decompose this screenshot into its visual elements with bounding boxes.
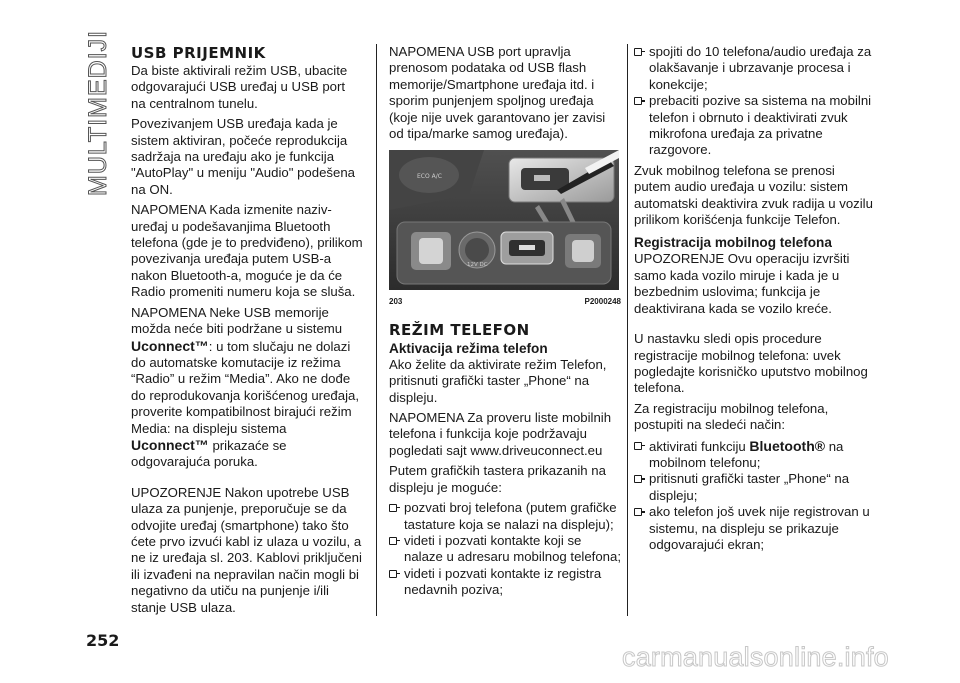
section-tab-label: MULTIMEDIJI <box>84 29 112 196</box>
paragraph: Zvuk mobilnog telefona se prenosi putem audio uređaja u vozilu: sistem automatski deaktivira zvuk radija u vozilu prilikom korišćenja funkcije Telefon. <box>634 162 873 228</box>
bullet-icon <box>634 475 642 483</box>
bullet-item: pritisnuti grafički taster „Phone“ na displeju; <box>634 471 874 504</box>
registration-subheading: Registracija mobilnog telefona <box>634 235 832 251</box>
figure-caption <box>389 294 621 310</box>
page-number: 252 <box>86 631 120 650</box>
column-divider <box>376 44 377 616</box>
phone-mode-heading: REŽIM TELEFON <box>389 320 530 339</box>
usb-port-figure <box>389 150 619 290</box>
bullet-item: ako telefon još uvek nije registrovan u sistemu, na displeju se prikazuje odgovarajući ekran; <box>634 504 874 553</box>
column-3 <box>634 44 874 553</box>
watermark: carmanualsonline.info <box>622 642 889 672</box>
paragraph: NAPOMENA USB port upravlja prenosom podataka od USB flash memorije/Smartphone uređaja itd. i sporim punjenjem spoljnog uređaja (koje nije uvek garantovano jer zavisi od tipa/marke samog uređaja). <box>389 44 606 142</box>
bullet-icon <box>389 537 397 545</box>
paragraph: Putem grafičkih tastera prikazanih na displeju je moguće: <box>389 463 606 495</box>
warning-paragraph: UPOZORENJE Nakon upotrebe USB ulaza za punjenje, preporučuje se da odvojite uređaj (smartphone) tako što ćete prvo izvući kabl iz ulaza u vozilu, a ne iz uređaja sl. 203. Kablovi priključeni ili izvađeni na nepravilan način mogli bi negativno da utiču na punjenje i/ili stanje USB ulaza. <box>131 484 362 615</box>
usb-heading: USB PRIJEMNIK <box>131 44 266 62</box>
paragraph: Za registraciju mobilnog telefona, postupiti na sledeći način: <box>634 400 829 433</box>
bullet-item: videti i pozvati kontakte iz registra nedavnih poziva; <box>389 566 621 599</box>
figure-number: 203 <box>389 297 403 307</box>
bullet-item: videti i pozvati kontakte koji se nalaze u adresaru mobilnog telefona; <box>389 533 621 566</box>
phone-activation-subheading: Aktivacija režima telefon <box>389 340 548 356</box>
column-2 <box>389 44 621 599</box>
paragraph: Da biste aktivirali režim USB, ubacite odgovarajući USB uređaj u USB port na centralnom tunelu. <box>131 63 348 111</box>
bullet-icon <box>389 570 397 578</box>
paragraph: Ako želite da aktivirate režim Telefon, pritisnuti grafički taster „Phone“ na displeju. <box>389 356 607 405</box>
bullet-icon <box>634 442 642 450</box>
socket-12v-label: 12V DC <box>467 262 488 269</box>
column-1 <box>131 44 363 620</box>
uconnect-brand: Uconnect™ <box>131 436 209 453</box>
paragraph: NAPOMENA Za proveru liste mobilnih telefona i funkcija koje podržavaju pogledati sajt www.driveuconnect.eu <box>389 410 612 458</box>
figure-code: P2000248 <box>584 297 621 307</box>
paragraph: NAPOMENA Kada izmenite naziv-uređaj u podešavanjima Bluetooth telefona (gde je to predviđeno), prilikom povezivanja uređaja putem USB-a nakon Bluetooth-a, moguće je da će Radio promeniti numeru koja se sluša. <box>131 202 363 300</box>
column-divider <box>627 44 628 616</box>
section-tab <box>80 29 112 198</box>
bullet-icon <box>389 504 397 512</box>
ac-button-label: ECO A/C <box>417 173 442 181</box>
uconnect-brand: Uconnect™ <box>131 337 209 354</box>
paragraph: U nastavku sledi opis procedure registracije mobilnog telefona: uvek pogledajte korisničko uputstvo mobilnog telefona. <box>634 331 868 396</box>
bullet-item: pozvati broj telefona (putem grafičke tastature koja se nalazi na displeju); <box>389 500 621 533</box>
console-illustration <box>389 150 619 290</box>
bluetooth-brand: Bluetooth® <box>749 437 826 454</box>
warning-paragraph: UPOZORENJE Ovu operaciju izvršiti samo kada vozilo miruje i kada je u bezbednim uslovima; funkcija je deaktivirana kada se vozilo kreće. <box>634 251 850 316</box>
bullet-icon <box>634 48 642 56</box>
paragraph: Povezivanjem USB uređaja kada je sistem aktiviran, počeće reprodukcija sadržaja na uređaju ako je funkcija "AutoPlay" u meniju "Audio" podešena na ON. <box>131 116 356 197</box>
bullet-item: spojiti do 10 telefona/audio uređaja za olakšavanje i ubrzavanje procesa i konekcije; <box>634 44 874 93</box>
paragraph: NAPOMENA Neke USB memorije možda neće biti podržane u sistemu Uconnect™: u tom slučaju ne dolazi do automatske komutacije iz režima “Radio” u režim “Media”. Ako ne dođe do reprodukovanja korišćenog uređaja, proverite kompatibilnost birajući režim Media: na displeju sistema Uconnect™ prikazaće se odgovarajuća poruka. <box>131 304 359 470</box>
bullet-item: aktivirati funkciju Bluetooth® na mobilnom telefonu; <box>634 438 874 472</box>
bullet-icon <box>634 508 642 516</box>
bullet-item: prebaciti pozive sa sistema na mobilni telefon i obrnuto i deaktivirati zvuk mikrofona uređaja za privatne razgovore. <box>634 93 874 159</box>
bullet-icon <box>634 97 642 105</box>
